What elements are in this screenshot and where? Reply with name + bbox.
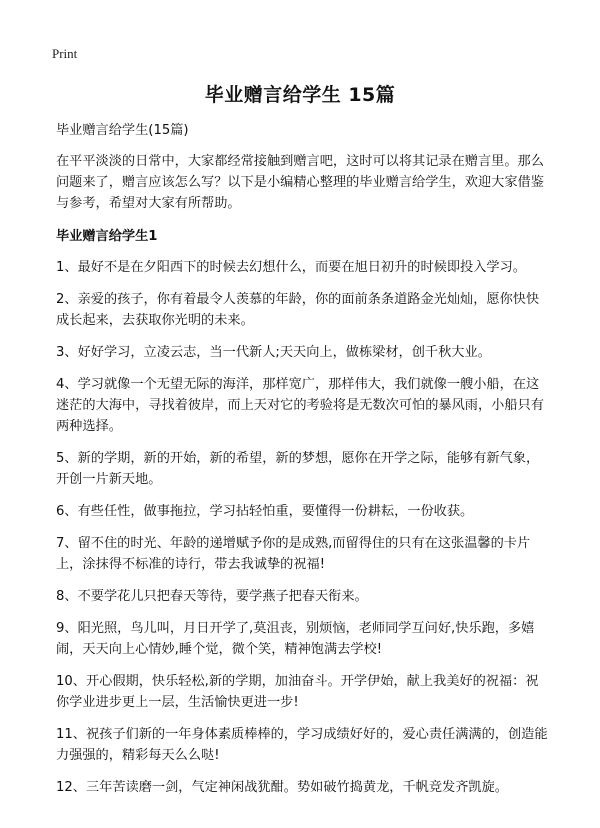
- list-item: 11、祝孩子们新的一年身体素质棒棒的，学习成绩好好的，爱心责任满满的，创造能力强强的，精彩每天么么哒!: [56, 727, 548, 763]
- list-item: 5、新的学期，新的开始，新的希望，新的梦想，愿你在开学之际，能够有新气象，开创一片新天地。: [56, 451, 540, 487]
- list-item: 2、亲爱的孩子，你有着最令人羡慕的年龄，你的面前条条道路金光灿灿，愿你快快成长起来，去获取你光明的未来。: [56, 292, 540, 328]
- list-item: 4、学习就像一个无望无际的海洋，那样宽广，那样伟大，我们就像一艘小船，在这迷茫的大海中，寻找着彼岸，而上天对它的考验将是无数次可怕的暴风雨，小船只有两种选择。: [56, 377, 544, 434]
- document-subtitle: 毕业赠言给学生(15篇): [56, 123, 189, 138]
- list-item: 3、好好学习，立凌云志，当一代新人;天天向上，做栋梁材，创千秋大业。: [56, 345, 491, 360]
- list-item: 12、三年苦读磨一剑，气定神闲战犹酣。势如破竹捣黄龙，千帆竞发齐凯旋。: [56, 780, 508, 795]
- document-title: 毕业赠言给学生 15篇: [204, 84, 396, 106]
- document-body: [56, 120, 550, 809]
- list-item: 1、最好不是在夕阳西下的时候去幻想什么，而要在旭日初升的时候即投入学习。: [56, 260, 526, 275]
- list-item: 6、有些任性，做事拖拉，学习拈轻怕重，要懂得一份耕耘，一份收获。: [56, 504, 474, 519]
- list-item: 10、开心假期，快乐轻松,新的学期，加油奋斗。开学伊始，献上我美好的祝福：祝你学业进步更上一层，生活愉快更进一步!: [56, 674, 539, 710]
- list-item: 7、留不住的时光、年龄的递增赋予你的是成熟,而留得住的只有在这张温馨的卡片上，涂抹得不标准的诗行，带去我诚挚的祝福!: [56, 536, 531, 572]
- list-item: 8、不要学花儿只把春天等待，要学燕子把春天衔来。: [56, 589, 368, 604]
- list-item: 9、阳光照，鸟儿叫，月日开学了,莫沮丧，别烦恼，老师同学互问好,快乐跑，多嬉闹，天天向上心情妙,睡个觉，微个笑，精神饱满去学校!: [56, 621, 535, 657]
- print-link[interactable]: Print: [52, 46, 78, 61]
- intro-paragraph: 在平平淡淡的日常中，大家都经常接触到赠言吧，这时可以将其记录在赠言里。那么问题来了，赠言应该怎么写？以下是小编精心整理的毕业赠言给学生，欢迎大家借鉴与参考，希望对大家有所帮助。: [56, 154, 544, 211]
- section-heading: 毕业赠言给学生1: [56, 229, 158, 244]
